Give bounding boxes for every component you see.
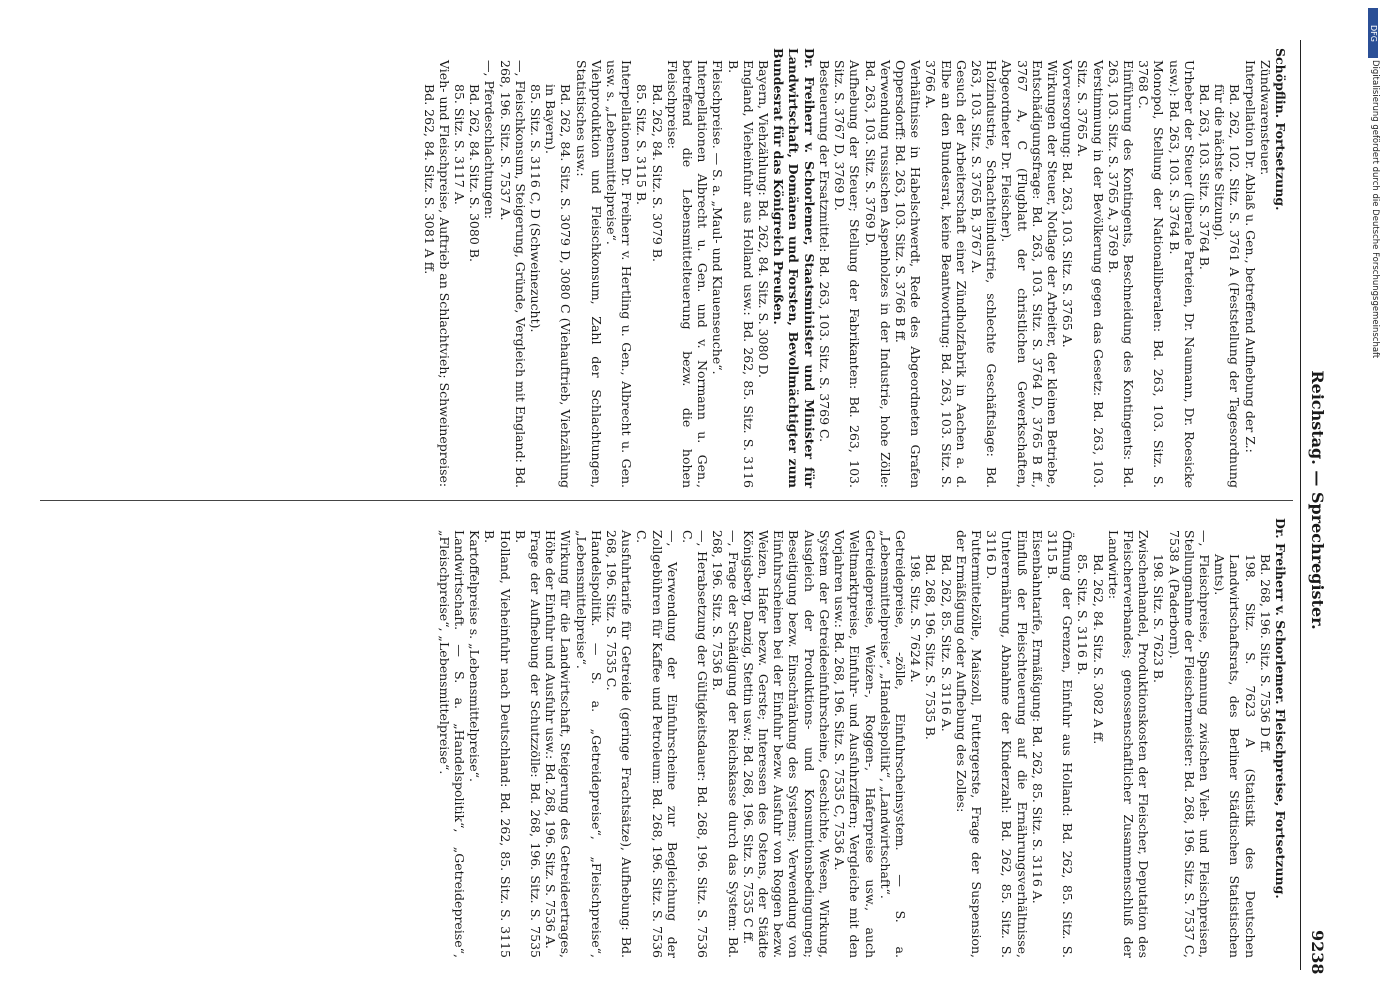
register-entry: Gesuch der Arbeiterschaft einer Zündholzfabrik in Aachen a. d. Elbe an den Bundesrat, keine Beantwortung: Bd. 263, 103. Sitz. S. 3766 A. [923,60,969,488]
register-entry: Öffnung der Grenzen, Einfuhr aus Holland: Bd. 262, 85. Sitz. S. 3115 B. [1044,530,1076,958]
register-entry: —, Frage der Schädigung der Reichskasse durch das System: Bd. 268, 196. Sitz. S. 7536 B. [710,530,741,958]
register-reference: 198. Sitz. S. 7624 A. [908,554,924,683]
register-entry: Wirkung für die Landwirtschaft, Steigerung des Getreideertrages, Höhe der Einfuhr und Ausfuhr usw.: Bd. 268, 196. Sitz. S. 7536 A. [543,530,574,958]
register-entry: —, Fleischkonsum, Steigerung, Gründe, Vergleich mit England: Bd. 268, 196. Sitz. S. 7537 A. [497,60,528,488]
register-entry: Getreidepreise, Weizen-, Roggen-, Haferpreise usw., auch Weltmarktpreise, Einfuhr- und Ausfuhrziffern; Vergleiche mit den Vorjahren usw.: Bd. 268, 196. Sitz. S. 7535 C, 7536 A. [832,530,878,958]
register-entry: —, Herabsetzung der Gültigkeitsdauer: Bd. 268, 196. Sitz. S. 7536 C. [680,530,711,958]
register-entry: Interpellationen Dr. Freiherr v. Hertling u. Gen., Albrecht u. Gen. usw. s. „Lebensmittelpreise“. [604,60,635,488]
left-column [421,48,1288,488]
register-reference: 85. Sitz. S. 3115 B. [634,84,650,205]
register-reference: 198. Sitz. S. 7623 B. [1151,554,1167,683]
register-entry: Verhältnisse in Habelschwerdt, Rede des Abgeordneten Grafen Oppersdorff: Bd. 263, 103. Sitz. S. 3766 B ff. [892,60,924,488]
register-entry: Besteuerung der Ersatzmittel: Bd. 263, 103. Sitz. S. 3769 C. [816,60,832,443]
register-entry: Frage der Aufhebung der Schutzzölle: Bd. 268, 196. Sitz. S. 7535 B. [512,530,544,958]
register-entry: Zündwarensteuer. [1257,60,1273,176]
register-entry: Aufhebung der Steuer; Stellung der Fabrikanten: Bd. 263, 103. Sitz. S. 3767 D, 3769 D. [832,60,863,488]
register-entry: —, Fleischpreise, Spannung zwischen Vieh- und Fleischpreisen, Stellungnahme der Fleischermeister: Bd. 268, 196. Sitz. S. 7537 C, 7538 A (Paderborn). [1166,530,1212,958]
register-entry: Verwendung russischen Aspenholzes in der Industrie, hohe Zölle: Bd. 263, 103. Sitz. S. 3769 D. [862,60,893,488]
register-reference: Bd. 263, 103. Sitz. S. 3764 B. [1196,84,1212,270]
register-reference: Bd. 268, 196. Sitz. S. 7536 D ff. [1257,554,1273,754]
register-entry: Interpellation Dr. Ablaß u. Gen., betreffend Aufhebung der Z.: [1242,60,1258,453]
register-entry: Kartoffelpreise s. „Lebensmittelpreise“. [467,530,483,782]
register-entry: Einführung des Kontingents, Beschneidung des Kontingents: Bd. 263, 103. Sitz. S. 3765 A, 3769 B. [1105,60,1136,488]
header-rule [1300,40,1301,970]
register-heading: Schöpflin. Fortsetzung. [1273,48,1288,211]
register-reference: Bd. 262, 84. Sitz. S. 3081 A ff. [421,84,437,275]
register-entry: Zwischenhandel, Produktionskosten der Fleischer, Deputation des Fleischerverbandes; genossenschaftlicher Zusammenschluß der Landwirte: [1105,530,1152,958]
right-column [437,518,1288,958]
register-entry: Fleischpreise. — S. a. „Maul- und Klauenseuche“. [710,60,726,375]
register-entry: Wirkungen der Steuer, Notlage der Arbeiter, der kleinen Betriebe, Entschädigungsfrage: Bd. 263, 103. Sitz. S. 3764 D, 3765 B ff., 3767 A, C (Flugblatt der christlichen Gewerkschaften, Abgeordneter Dr. Fleischer). [999,60,1060,488]
register-heading: Dr. Freiherr v. Schorlemer. Fleischpreise, Fortsetzung. [1273,518,1288,899]
register-entry: Vieh- und Fleischpreise, Auftrieb an Schlachtvieh; Schweinepreise: [436,60,452,488]
register-entry: —, Verwendung der Einfuhrscheine zur Begleichung der Zollgebühren für Kaffee und Petroleum: Bd. 268, 196. Sitz. S. 7536 C. [634,530,680,958]
register-entry: —, Pferdeschlachtungen: [482,60,498,220]
register-entry: Verstimmung in der Bevölkerung gegen das Gesetz: Bd. 263, 103. Sitz. S. 3765 A. [1075,60,1106,488]
register-reference: Bd. 262, 102. Sitz. S. 3761 A (Feststellung der Tagesordnung für die nächste Sitzung). [1212,84,1243,488]
register-reference: 198. Sitz. S. 7623 A (Statistik des Deutschen Landwirtschaftsrats, des Berliner Städtischen Statistischen Amts). [1212,554,1258,958]
column-divider [40,500,1293,501]
register-entry: Einfluß der Fleischteuerung auf die Ernährungsverhältnisse, Unterernährung, Abnahme der Kinderzahl: Bd. 262, 85. Sitz. S. 3116 D. [984,530,1030,958]
page-title: Reichstag. — Sprechregister. [1308,370,1327,630]
page-number: 9238 [1308,930,1327,975]
register-entry: Bayern, Viehzählung: Bd. 262, 84. Sitz. S. 3080 D. [756,60,772,379]
register-reference: Bd. 268, 196. Sitz. S. 7535 B. [923,554,939,740]
register-entry: Eisenbahntarife, Ermäßigung: Bd. 262, 85. Sitz. S. 3116 A. [1029,530,1045,904]
register-entry: Getreidepreise, -zölle, Einfuhrscheinsystem. — S. a. „Lebensmittelpreise“, „Handelspolitik“, „Landwirtschaft“. [877,530,908,958]
register-reference: Bd. 262, 84. Sitz. S. 3079 D, 3080 C (Viehauftrieb, Viehzählung in Bayern). [543,84,574,488]
dfg-logo: DFG [1368,8,1378,58]
register-entry: Handelspolitik. — S. a. „Getreidepreise“, „Fleischpreise“, „Lebensmittelpreise“. [573,530,604,958]
register-entry: Vorversorgung: Bd. 263, 103. Sitz. S. 3765 A. [1060,60,1076,348]
register-entry: System der Getreideeinfuhrscheine, Geschichte, Wesen, Wirkung, Ausgleich der Produktions- und Konsumtionsbedingungen; Beseitigung bezw. Einschränkung des Systems; Verwendung von Einfuhrscheinen bei der Einfuhr bezw. Ausfuhr von Roggen bezw. Weizen, Hafer bezw. Gerste; Interessen des Ostens, der Städte Königsberg, Danzig, Stettin usw.: Bd. 268, 196. Sitz. S. 7535 C ff. [740,530,832,958]
digitization-note: Digitalisierung gefördert durch die Deutsche Forschungsgemeinschaft [1370,60,1380,359]
register-heading: Dr. Freiherr v. Schorlemer, Staatsminister und Minister für Landwirtschaft, Domänen und Forsten, Bevollmächtigter zum Bundesrat für das Königreich Preußen. [771,48,817,488]
register-entry: Viehproduktion und Fleischkonsum, Zahl der Schlachtungen, Statistisches usw.: [573,60,604,488]
register-reference: 85. Sitz. S. 3116 C, D (Schweinezucht). [528,84,544,333]
register-entry: Landwirtschaft. — S. a. „Handelspolitik“, „Getreidepreise“, „Fleischpreise“, „Lebensmittelpreise“. [436,530,468,958]
register-entry: Ausfuhrtarife für Getreide (geringe Frachtsätze), Aufhebung: Bd. 268, 196. Sitz. S. 7535 C. [604,530,635,958]
register-reference: Bd. 262, 84. Sitz. S. 3079 B. [649,84,665,262]
register-entry: Urheber der Steuer (liberale Parteien, Dr. Naumann, Dr. Roesicke usw.): Bd. 263, 103. S. 3764 B. [1166,60,1197,488]
register-reference: 85. Sitz. S. 3116 B. [1075,554,1091,675]
register-reference: 85. Sitz. S. 3117 A. [452,84,468,205]
register-entry: England, Vieheinfuhr aus Holland usw.: Bd. 262, 85. Sitz. S. 3116 B. [725,60,756,488]
register-reference: Bd. 262, 84. Sitz. S. 3080 B. [467,84,483,262]
register-reference: Bd. 262, 85. Sitz. S. 3116 A. [938,554,954,732]
register-entry: Futtermittelzölle, Maiszoll, Futtergerste, Frage der Suspension, der Ermäßigung oder Aufhebung des Zolles: [953,530,984,958]
register-reference: Bd. 262, 84. Sitz. S. 3082 A ff. [1090,554,1106,745]
register-entry: Holzindustrie, Schachtelindustrie, schlechte Geschäftslage: Bd. 263, 103. Sitz. S. 3765 B, 3767 A. [968,60,1000,488]
register-entry: Holland, Vieheinfuhr nach Deutschland: Bd. 262, 85. Sitz. S. 3115 B. [482,530,513,958]
register-entry: Interpellationen Albrecht u. Gen. und v. Normann u. Gen., betreffend die Lebensmittelteuerung bezw. die hohen Fleischpreise: [664,60,711,488]
register-entry: Monopol, Stellung der Nationalliberalen: Bd. 263, 103. Sitz. S. 3768 C. [1136,60,1167,488]
